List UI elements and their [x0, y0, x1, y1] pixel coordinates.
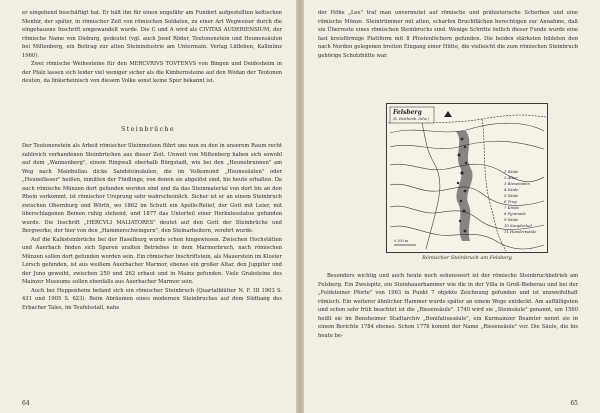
paragraph: Auch bei Heppenheim befand sich ein römischer Steinbruch (Quartalblätter N. F. III 1903 S. 431 und 1905 S. 623). Beim Abräumen eines modernen Steinbruches auf dem Südhang des Erbacher Tales, im Teufelsstall, nahe — [22, 287, 282, 311]
legend-item: 3 Riesenstein — [504, 181, 530, 186]
left-page — [0, 0, 296, 413]
left-bottom-text — [22, 142, 282, 312]
paragraph: der Höhe „Lee" traf man unvermutet auf römische und prähistorische Scherben und eine römische Münze. Steintrümmer mit alten, scharfen Bruchflächen berechtigen zur Annahme, daß sie Überreste eines römischen Steinbruchs sind. Wenige Schritte östlich dieser Funde wurde eine fast kreisförmige Plattform mit 8 Pfostenlöchern gefunden. Die beiden stärksten bildeten den nach Norden gelegenen breiten Eingang einer Hütte, die vielleicht die zum römischen Steinbruch gehörige Schutzhütte war. — [318, 10, 578, 59]
legend-item: 8 Pyramide — [504, 211, 526, 216]
figure-caption: Römischer Steinbruch am Felsberg — [422, 255, 512, 261]
legend-item: 9 Säule — [504, 217, 519, 222]
map-title: Felsberg — [393, 109, 422, 116]
paragraph: Besonders wichtig und auch heute noch sehenswert ist der römische Steinbruchbetrieb am Felsberg. Ein Zweispitz, ein Steinhauerhammer wie die in der Villa in Groß-Bieberau und bei der „Feldsteiner Pforte" von 1963 in Punkt 7 objekte Zeichnung gefunden und ist unzweifelhaft römisch. Ein weiterer ähnlicher Hammer wurde später an einem Wege entdeckt. Am auffälligsten und schon sehr früh beachtet ist die „Riesensäule". 1740 wird sie „Steinsäule" genannt, um 1560 heißt sie im Bensheimer Stadtarchiv „Bonifatiussäule", ein Kurmainzer Beamter nennt sie in einem Berichte 1784 ebenso. Schon 1778 kommt der Name „Riesensäule" vor. Die Säule, die bis heute be- — [318, 273, 578, 339]
right-top-text — [318, 9, 578, 60]
legend-item: 7 Kriste — [504, 205, 520, 210]
paragraph: Der Toutonenstein als Arbeit römischer Steinmetzen führt uns nun zu den in unserem Raum recht zahlreich vorhandenen Steinbrüchen aus dieser Zeit. Unweit von Miltenberg haben sich sowohl auf dem „Wannenberg", einem Ringwall oberhalb Bürgstadt, wie bei den „Heunebrunnen" am Weg nach Mainbullau dicke Sandsteinsäulen, die im Volksmund „Heunesäulen" oder „Heunefässer" heißen, inmitten der Findlinge, von denen sie abgelöst sind, bis heute erhalten. Da auch römische Münzen dort gefunden worden sind und da das Steinmaterial von dort bis an den Rhein vorkommt, ist römischer Ursprung sehr wahrscheinlich. Sicher ist er an einem Steinbruch zwischen Obernburg und Wörth, wo 1862 im Schutt ein Apollo-Relief, der Gott mit Leier, mit überschlagenen Beinen ruhig stehend, und 1877 das Unterteil einer Herkulesstatue gefunden wurde. Die Inschrift „HERCVLI MALIATORES" deutet auf den Gott der Steinbrüche und Bergwerke, der hier von den „Hammerschwingern", den Steinarbeitern, verehrt wurde. — [22, 143, 282, 234]
scale-label: 0 200 m — [394, 239, 408, 243]
legend-item: 5 Säule — [504, 193, 519, 198]
section-heading: Steinbrüche — [121, 126, 175, 133]
legend-item: 11 Hundertsäule — [504, 229, 537, 234]
legend-item: 4 Säule — [504, 187, 519, 192]
map-subtitle: (b. Reichenb. Odw.) — [393, 117, 429, 121]
right-page — [304, 0, 600, 413]
legend-item: 2 Altar — [504, 175, 518, 180]
legend-item: 10 Sargdeckel — [504, 223, 532, 228]
legend-item: 1 Säule — [504, 169, 519, 174]
paragraph: Zwei römische Weihesteine für den MERCVRIVS TOVTENVS von Bingen und Deidesheim in der Pfalz lassen sich leider viel weniger sicher als die Kimbernsteine auf den Wodan der Teutonen deuten, da linksrheinisch von diesem Volke sonst keine Spur bekannt ist. — [22, 61, 282, 84]
left-top-text — [22, 9, 282, 86]
right-bottom-text — [318, 272, 578, 340]
page-number: 65 — [570, 400, 578, 407]
paragraph: Auf die Kalksteinbrüche bei der Haselburg wurde schon hingewiesen. Zwischen Hochstätten und Auerbach finden sich Spuren uralten Betriebes in dem Marmorbruch, nach römischen Münzen sollen dort gefunden worden sein. Ein römischer Inschriftstein, als Mauerstein im Kloster Lorsch gefunden, ist aus weißem Auerbacher Marmor, ebenso ein großer Altar, den Juppiter und der Juno geweiht, zwischen 250 und 262 erbaut und in Mainz gefunden. Viele Grabsteine des Mainzer Museums sollen ebenfalls aus Auerbacher Marmor sein. — [22, 236, 282, 285]
quarry-map — [386, 103, 548, 253]
book-gutter — [296, 0, 304, 413]
paragraph: er eingehend beschäftigt hat. Er hält ihn für einen ungefähr am Fundort aufgestellten keltischen Menhir, der später, in römischer Zeit von römischen Soldaten, zu einer Art Wegweiser durch die eingehauene Inschrift umgewandelt wurde. Die C und A wird als CIVITAS AUDERIENSIUM, der römische Name von Dieburg, gedeutet (vgl. auch Josef Röder, Toutonenstein und Heunensäulen bei Miltenberg, ein Beitrag zur alten Steinindustrie am Untermain. Verlag Lüfleben, Kallmünz 1960). — [22, 10, 282, 59]
page-number: 64 — [22, 400, 30, 407]
legend-item: 6 Trog — [504, 199, 517, 204]
